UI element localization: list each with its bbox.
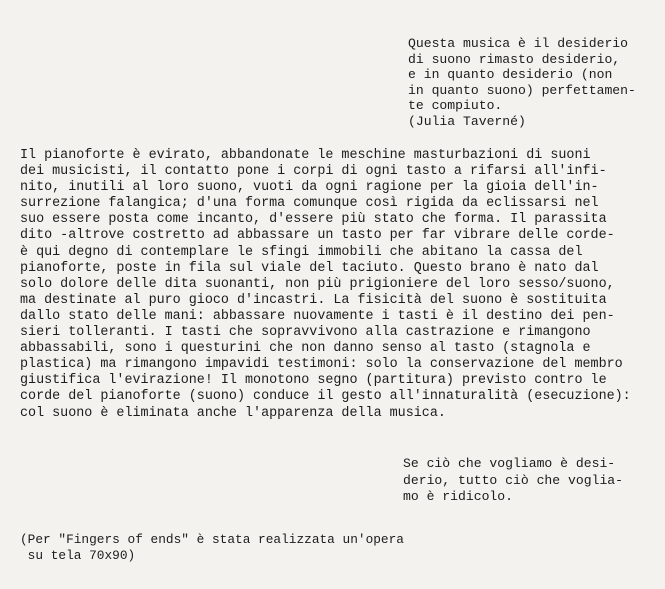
body-line: abbassabili, sono i questurini che non danno senso al tasto (stagnola e [20, 341, 591, 357]
body-line: è qui degno di contemplare le sfingi immobili che abitano la cassa del [20, 244, 583, 260]
body-line: corde del pianoforte (suono) conduce il gesto all'innaturalità (esecuzione): [20, 389, 631, 405]
body-line: dallo stato delle mani: abbassare nuovamente i tasti è il destino dei pen- [20, 308, 615, 324]
footnote [20, 532, 404, 564]
body-line: Il pianoforte è evirato, abbandonate le meschine masturbazioni di suoni [20, 148, 591, 163]
footnote-line: su tela 70x90) [20, 548, 136, 563]
epigraph-line: di suono rimasto desiderio, [408, 51, 621, 67]
body-line: plastica) ma rimangono impavidi testimoni: solo la conservazione del membro [20, 357, 623, 373]
body-line: suo essere posta come incanto, d'essere più stato che forma. Il parassita [20, 212, 607, 228]
body-line: dito -altrove costretto ad abbassare un tasto per far vibrare delle corde- [20, 228, 615, 244]
closing-quote [403, 456, 623, 506]
epigraph-line: e in quanto desiderio (non [408, 67, 613, 82]
body-line: col suono è eliminata anche l'apparenza della musica. [20, 405, 446, 421]
body-line: nito, inutili al loro suono, vuoti da ogni ragione per la gioia dell'in- [20, 180, 599, 196]
epigraph-quote [408, 36, 636, 129]
body-line: surrezione falangica; d'una forma comunque così rigida da eclissarsi nel [20, 196, 599, 212]
body-line: sieri tolleranti. I tasti che sopravvivono alla castrazione e rimangono [20, 325, 591, 341]
body-line: dei musicisti, il contatto pone i corpi di ogni tasto a rifarsi all'infi- [20, 164, 607, 180]
closing-line: Se ciò che vogliamo è desi- [403, 456, 616, 471]
closing-line: derio, tutto ciò che voglia- [403, 472, 624, 488]
body-line: solo dolore delle dita suonanti, non più prigioniere del loro sesso/suono, [20, 276, 615, 292]
footnote-line: (Per "Fingers of ends" è stata realizzata un'opera [20, 532, 404, 547]
closing-line: mo è ridicolo. [403, 489, 514, 504]
body-line: ma destinate al puro gioco d'incastri. La fisicità del suono è sostituita [20, 292, 607, 308]
body-line: pianoforte, poste in fila sul viale del taciuto. Questo brano è nato dal [20, 260, 599, 276]
epigraph-line: Questa musica è il desiderio [408, 36, 629, 51]
epigraph-line: te compiuto. [408, 98, 503, 113]
body-line: giustifica l'evirazione! Il monotono segno (partitura) previsto contro le [20, 373, 607, 389]
epigraph-attribution: (Julia Taverné) [408, 113, 526, 129]
epigraph-line: in quanto suono) perfettamen- [408, 82, 636, 98]
body-paragraph [20, 148, 631, 422]
